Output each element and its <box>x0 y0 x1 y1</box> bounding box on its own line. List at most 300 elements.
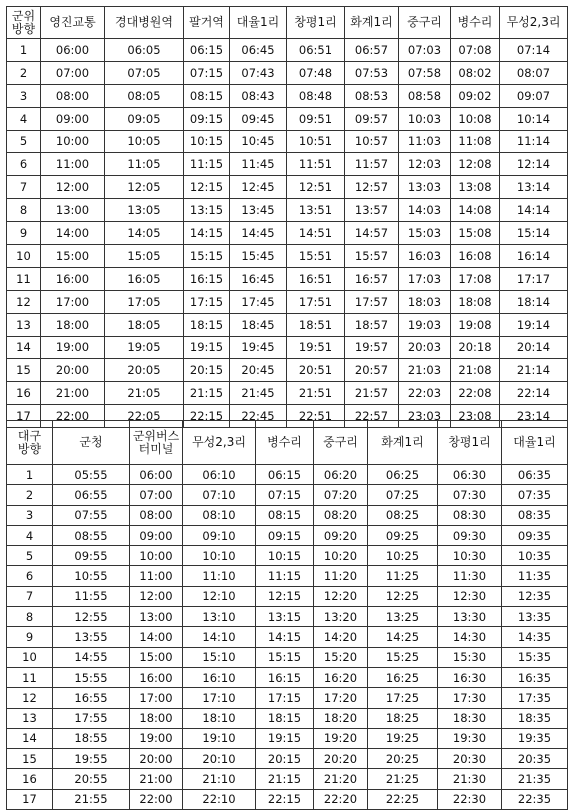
time-cell: 14:00 <box>41 222 105 245</box>
time-cell: 19:14 <box>500 313 568 336</box>
time-cell: 21:00 <box>41 382 105 405</box>
time-cell: 15:10 <box>183 647 256 667</box>
time-cell: 16:00 <box>41 267 105 290</box>
time-cell: 12:14 <box>500 153 568 176</box>
time-cell: 15:55 <box>53 667 130 687</box>
time-cell: 09:15 <box>184 107 230 130</box>
table-row <box>7 107 568 130</box>
time-cell: 19:15 <box>256 728 314 748</box>
time-cell: 22:15 <box>184 405 230 428</box>
time-cell: 16:20 <box>314 667 368 687</box>
time-cell: 11:45 <box>230 153 287 176</box>
time-cell: 16:45 <box>230 267 287 290</box>
time-cell: 19:10 <box>183 728 256 748</box>
table-row <box>7 627 568 647</box>
time-cell: 14:15 <box>184 222 230 245</box>
time-cell: 18:03 <box>399 290 451 313</box>
time-cell: 15:51 <box>287 245 345 268</box>
time-cell: 13:55 <box>53 627 130 647</box>
table-row <box>7 61 568 84</box>
timetable-gunwi-direction <box>6 6 568 428</box>
time-cell: 12:03 <box>399 153 451 176</box>
stop-header: 창평1리 <box>287 7 345 39</box>
time-cell: 14:20 <box>314 627 368 647</box>
time-cell: 11:15 <box>256 566 314 586</box>
time-cell: 23:08 <box>451 405 500 428</box>
table-row <box>7 667 568 687</box>
time-cell: 15:14 <box>500 222 568 245</box>
time-cell: 17:00 <box>130 688 183 708</box>
stop-header: 병수리 <box>451 7 500 39</box>
time-cell: 20:15 <box>184 359 230 382</box>
time-cell: 07:00 <box>130 485 183 505</box>
table-row <box>7 176 568 199</box>
time-cell: 14:14 <box>500 199 568 222</box>
time-cell: 06:10 <box>183 465 256 485</box>
time-cell: 22:20 <box>314 789 368 809</box>
time-cell: 18:30 <box>438 708 502 728</box>
time-cell: 15:57 <box>345 245 399 268</box>
time-cell: 16:51 <box>287 267 345 290</box>
time-cell: 08:48 <box>287 84 345 107</box>
time-cell: 10:10 <box>183 546 256 566</box>
time-cell: 14:03 <box>399 199 451 222</box>
time-cell: 11:55 <box>53 586 130 606</box>
time-cell: 13:05 <box>105 199 184 222</box>
time-cell: 06:35 <box>502 465 568 485</box>
time-cell: 12:05 <box>105 176 184 199</box>
time-cell: 17:15 <box>184 290 230 313</box>
time-cell: 11:00 <box>130 566 183 586</box>
time-cell: 10:51 <box>287 130 345 153</box>
trip-number-cell: 10 <box>7 245 41 268</box>
stop-header: 무성2,3리 <box>183 421 256 465</box>
time-cell: 18:51 <box>287 313 345 336</box>
time-cell: 14:05 <box>105 222 184 245</box>
time-cell: 09:15 <box>256 525 314 545</box>
time-cell: 12:35 <box>502 586 568 606</box>
time-cell: 19:08 <box>451 313 500 336</box>
time-cell: 12:15 <box>256 586 314 606</box>
time-cell: 16:03 <box>399 245 451 268</box>
time-cell: 18:57 <box>345 313 399 336</box>
table-row <box>7 382 568 405</box>
time-cell: 07:35 <box>502 485 568 505</box>
time-cell: 13:03 <box>399 176 451 199</box>
time-cell: 15:03 <box>399 222 451 245</box>
trip-number-cell: 9 <box>7 222 41 245</box>
time-cell: 08:10 <box>183 505 256 525</box>
time-cell: 22:15 <box>256 789 314 809</box>
time-cell: 14:15 <box>256 627 314 647</box>
trip-number-cell: 10 <box>7 647 53 667</box>
stop-header: 영진교통 <box>41 7 105 39</box>
time-cell: 08:25 <box>368 505 438 525</box>
time-cell: 19:51 <box>287 336 345 359</box>
time-cell: 18:00 <box>130 708 183 728</box>
time-cell: 13:08 <box>451 176 500 199</box>
time-cell: 12:15 <box>184 176 230 199</box>
trip-number-cell: 9 <box>7 627 53 647</box>
time-cell: 08:15 <box>256 505 314 525</box>
time-cell: 21:00 <box>130 769 183 789</box>
time-cell: 10:45 <box>230 130 287 153</box>
time-cell: 10:57 <box>345 130 399 153</box>
table-row <box>7 222 568 245</box>
time-cell: 18:45 <box>230 313 287 336</box>
trip-number-cell: 15 <box>7 749 53 769</box>
time-cell: 09:05 <box>105 107 184 130</box>
time-cell: 21:15 <box>256 769 314 789</box>
time-cell: 09:55 <box>53 546 130 566</box>
time-cell: 08:53 <box>345 84 399 107</box>
time-cell: 11:15 <box>184 153 230 176</box>
time-cell: 22:35 <box>502 789 568 809</box>
table-row <box>7 39 568 62</box>
time-cell: 07:53 <box>345 61 399 84</box>
time-cell: 09:00 <box>130 525 183 545</box>
table-row <box>7 336 568 359</box>
time-cell: 17:05 <box>105 290 184 313</box>
time-cell: 13:00 <box>41 199 105 222</box>
trip-number-cell: 17 <box>7 789 53 809</box>
time-cell: 18:08 <box>451 290 500 313</box>
table-row <box>7 465 568 485</box>
time-cell: 14:35 <box>502 627 568 647</box>
table-row <box>7 728 568 748</box>
time-cell: 20:15 <box>256 749 314 769</box>
time-cell: 18:15 <box>184 313 230 336</box>
time-cell: 15:15 <box>256 647 314 667</box>
time-cell: 22:00 <box>130 789 183 809</box>
time-cell: 18:55 <box>53 728 130 748</box>
stop-header: 무성2,3리 <box>500 7 568 39</box>
stop-header: 팔거역 <box>184 7 230 39</box>
time-cell: 13:10 <box>183 607 256 627</box>
stop-header: 대율1리 <box>502 421 568 465</box>
table-row <box>7 586 568 606</box>
time-cell: 11:05 <box>105 153 184 176</box>
time-cell: 17:55 <box>53 708 130 728</box>
time-cell: 20:30 <box>438 749 502 769</box>
time-cell: 11:03 <box>399 130 451 153</box>
timetable-daegu-direction <box>6 420 568 810</box>
time-cell: 23:03 <box>399 405 451 428</box>
time-cell: 21:15 <box>184 382 230 405</box>
time-cell: 15:20 <box>314 647 368 667</box>
time-cell: 14:30 <box>438 627 502 647</box>
time-cell: 22:14 <box>500 382 568 405</box>
time-cell: 11:20 <box>314 566 368 586</box>
time-cell: 22:08 <box>451 382 500 405</box>
trip-number-cell: 14 <box>7 336 41 359</box>
time-cell: 07:15 <box>184 61 230 84</box>
time-cell: 12:25 <box>368 586 438 606</box>
time-cell: 15:30 <box>438 647 502 667</box>
time-cell: 10:00 <box>130 546 183 566</box>
table-row <box>7 708 568 728</box>
time-cell: 19:15 <box>184 336 230 359</box>
stop-header: 군위버스 터미널 <box>130 421 183 465</box>
trip-number-cell: 13 <box>7 708 53 728</box>
time-cell: 08:20 <box>314 505 368 525</box>
time-cell: 14:55 <box>53 647 130 667</box>
time-cell: 09:10 <box>183 525 256 545</box>
time-cell: 19:30 <box>438 728 502 748</box>
time-cell: 22:57 <box>345 405 399 428</box>
trip-number-cell: 15 <box>7 359 41 382</box>
time-cell: 10:00 <box>41 130 105 153</box>
trip-number-cell: 6 <box>7 153 41 176</box>
time-cell: 18:10 <box>183 708 256 728</box>
time-cell: 09:07 <box>500 84 568 107</box>
time-cell: 16:55 <box>53 688 130 708</box>
trip-number-cell: 5 <box>7 546 53 566</box>
time-cell: 20:14 <box>500 336 568 359</box>
time-cell: 19:25 <box>368 728 438 748</box>
table-row <box>7 647 568 667</box>
table-row <box>7 313 568 336</box>
time-cell: 08:02 <box>451 61 500 84</box>
stop-header: 군청 <box>53 421 130 465</box>
time-cell: 14:08 <box>451 199 500 222</box>
time-cell: 17:00 <box>41 290 105 313</box>
time-cell: 06:51 <box>287 39 345 62</box>
time-cell: 20:05 <box>105 359 184 382</box>
table-row <box>7 607 568 627</box>
table-row <box>7 245 568 268</box>
time-cell: 11:35 <box>502 566 568 586</box>
stop-header: 중구리 <box>399 7 451 39</box>
time-cell: 06:00 <box>130 465 183 485</box>
time-cell: 11:08 <box>451 130 500 153</box>
time-cell: 17:15 <box>256 688 314 708</box>
time-cell: 13:14 <box>500 176 568 199</box>
time-cell: 15:15 <box>184 245 230 268</box>
time-cell: 08:00 <box>130 505 183 525</box>
trip-number-cell: 13 <box>7 313 41 336</box>
time-cell: 12:57 <box>345 176 399 199</box>
time-cell: 13:15 <box>184 199 230 222</box>
time-cell: 21:55 <box>53 789 130 809</box>
time-cell: 22:05 <box>105 405 184 428</box>
time-cell: 07:20 <box>314 485 368 505</box>
trip-number-cell: 7 <box>7 586 53 606</box>
time-cell: 22:00 <box>41 405 105 428</box>
time-cell: 12:00 <box>41 176 105 199</box>
trip-number-cell: 3 <box>7 84 41 107</box>
trip-number-cell: 6 <box>7 566 53 586</box>
time-cell: 21:57 <box>345 382 399 405</box>
trip-number-cell: 12 <box>7 688 53 708</box>
stop-header: 화계1리 <box>345 7 399 39</box>
trip-number-cell: 4 <box>7 525 53 545</box>
stop-header: 창평1리 <box>438 421 502 465</box>
time-cell: 06:15 <box>184 39 230 62</box>
time-cell: 07:05 <box>105 61 184 84</box>
time-cell: 06:00 <box>41 39 105 62</box>
time-cell: 16:57 <box>345 267 399 290</box>
time-cell: 09:00 <box>41 107 105 130</box>
time-cell: 19:35 <box>502 728 568 748</box>
time-cell: 17:10 <box>183 688 256 708</box>
time-cell: 16:10 <box>183 667 256 687</box>
time-cell: 06:05 <box>105 39 184 62</box>
time-cell: 13:35 <box>502 607 568 627</box>
time-cell: 09:57 <box>345 107 399 130</box>
time-cell: 08:55 <box>53 525 130 545</box>
time-cell: 06:20 <box>314 465 368 485</box>
table-row <box>7 199 568 222</box>
trip-number-cell: 11 <box>7 667 53 687</box>
time-cell: 07:08 <box>451 39 500 62</box>
time-cell: 18:15 <box>256 708 314 728</box>
time-cell: 12:51 <box>287 176 345 199</box>
time-cell: 22:51 <box>287 405 345 428</box>
table-row <box>7 769 568 789</box>
table-row <box>7 525 568 545</box>
table-row <box>7 359 568 382</box>
time-cell: 17:30 <box>438 688 502 708</box>
time-cell: 19:03 <box>399 313 451 336</box>
time-cell: 23:14 <box>500 405 568 428</box>
time-cell: 21:25 <box>368 769 438 789</box>
time-cell: 20:25 <box>368 749 438 769</box>
time-cell: 22:10 <box>183 789 256 809</box>
time-cell: 21:45 <box>230 382 287 405</box>
time-cell: 07:00 <box>41 61 105 84</box>
time-cell: 21:05 <box>105 382 184 405</box>
time-cell: 11:10 <box>183 566 256 586</box>
time-cell: 18:25 <box>368 708 438 728</box>
time-cell: 20:35 <box>502 749 568 769</box>
trip-number-cell: 8 <box>7 199 41 222</box>
time-cell: 16:00 <box>130 667 183 687</box>
time-cell: 14:10 <box>183 627 256 647</box>
trip-number-cell: 12 <box>7 290 41 313</box>
time-cell: 11:14 <box>500 130 568 153</box>
time-cell: 20:10 <box>183 749 256 769</box>
time-cell: 08:07 <box>500 61 568 84</box>
time-cell: 10:20 <box>314 546 368 566</box>
time-cell: 21:20 <box>314 769 368 789</box>
time-cell: 15:45 <box>230 245 287 268</box>
time-cell: 13:57 <box>345 199 399 222</box>
table-row <box>7 505 568 525</box>
time-cell: 21:30 <box>438 769 502 789</box>
time-cell: 08:43 <box>230 84 287 107</box>
time-cell: 20:00 <box>130 749 183 769</box>
time-cell: 10:15 <box>256 546 314 566</box>
time-cell: 22:25 <box>368 789 438 809</box>
time-cell: 18:00 <box>41 313 105 336</box>
time-cell: 07:03 <box>399 39 451 62</box>
time-cell: 07:10 <box>183 485 256 505</box>
time-cell: 21:51 <box>287 382 345 405</box>
time-cell: 19:00 <box>41 336 105 359</box>
time-cell: 17:17 <box>500 267 568 290</box>
time-cell: 06:45 <box>230 39 287 62</box>
time-cell: 17:51 <box>287 290 345 313</box>
trip-number-cell: 2 <box>7 485 53 505</box>
time-cell: 22:45 <box>230 405 287 428</box>
time-cell: 14:45 <box>230 222 287 245</box>
trip-number-cell: 8 <box>7 607 53 627</box>
time-cell: 20:18 <box>451 336 500 359</box>
table-header-row <box>7 421 568 465</box>
table-row <box>7 566 568 586</box>
time-cell: 07:25 <box>368 485 438 505</box>
trip-number-cell: 3 <box>7 505 53 525</box>
time-cell: 16:30 <box>438 667 502 687</box>
time-cell: 19:20 <box>314 728 368 748</box>
time-cell: 10:25 <box>368 546 438 566</box>
time-cell: 17:35 <box>502 688 568 708</box>
time-cell: 17:20 <box>314 688 368 708</box>
trip-number-cell: 16 <box>7 382 41 405</box>
time-cell: 10:35 <box>502 546 568 566</box>
time-cell: 05:55 <box>53 465 130 485</box>
time-cell: 17:08 <box>451 267 500 290</box>
table-row <box>7 485 568 505</box>
time-cell: 11:57 <box>345 153 399 176</box>
time-cell: 07:30 <box>438 485 502 505</box>
time-cell: 12:30 <box>438 586 502 606</box>
time-cell: 12:10 <box>183 586 256 606</box>
table-row <box>7 688 568 708</box>
time-cell: 10:14 <box>500 107 568 130</box>
time-cell: 18:35 <box>502 708 568 728</box>
time-cell: 10:05 <box>105 130 184 153</box>
time-cell: 16:08 <box>451 245 500 268</box>
time-cell: 07:55 <box>53 505 130 525</box>
time-cell: 20:45 <box>230 359 287 382</box>
time-cell: 15:25 <box>368 647 438 667</box>
trip-number-cell: 16 <box>7 769 53 789</box>
time-cell: 09:45 <box>230 107 287 130</box>
time-cell: 09:51 <box>287 107 345 130</box>
time-cell: 07:14 <box>500 39 568 62</box>
time-cell: 17:25 <box>368 688 438 708</box>
time-cell: 16:35 <box>502 667 568 687</box>
trip-number-cell: 11 <box>7 267 41 290</box>
time-cell: 18:14 <box>500 290 568 313</box>
time-cell: 06:15 <box>256 465 314 485</box>
time-cell: 12:20 <box>314 586 368 606</box>
trip-number-cell: 1 <box>7 465 53 485</box>
time-cell: 11:30 <box>438 566 502 586</box>
time-cell: 10:30 <box>438 546 502 566</box>
time-cell: 20:55 <box>53 769 130 789</box>
trip-number-cell: 7 <box>7 176 41 199</box>
time-cell: 06:55 <box>53 485 130 505</box>
time-cell: 13:45 <box>230 199 287 222</box>
time-cell: 10:15 <box>184 130 230 153</box>
time-cell: 18:20 <box>314 708 368 728</box>
time-cell: 09:20 <box>314 525 368 545</box>
time-cell: 07:15 <box>256 485 314 505</box>
time-cell: 17:03 <box>399 267 451 290</box>
time-cell: 14:51 <box>287 222 345 245</box>
time-cell: 08:00 <box>41 84 105 107</box>
time-cell: 20:57 <box>345 359 399 382</box>
time-cell: 11:51 <box>287 153 345 176</box>
time-cell: 15:35 <box>502 647 568 667</box>
time-cell: 09:02 <box>451 84 500 107</box>
trip-number-cell: 2 <box>7 61 41 84</box>
time-cell: 15:08 <box>451 222 500 245</box>
stop-header: 경대병원역 <box>105 7 184 39</box>
